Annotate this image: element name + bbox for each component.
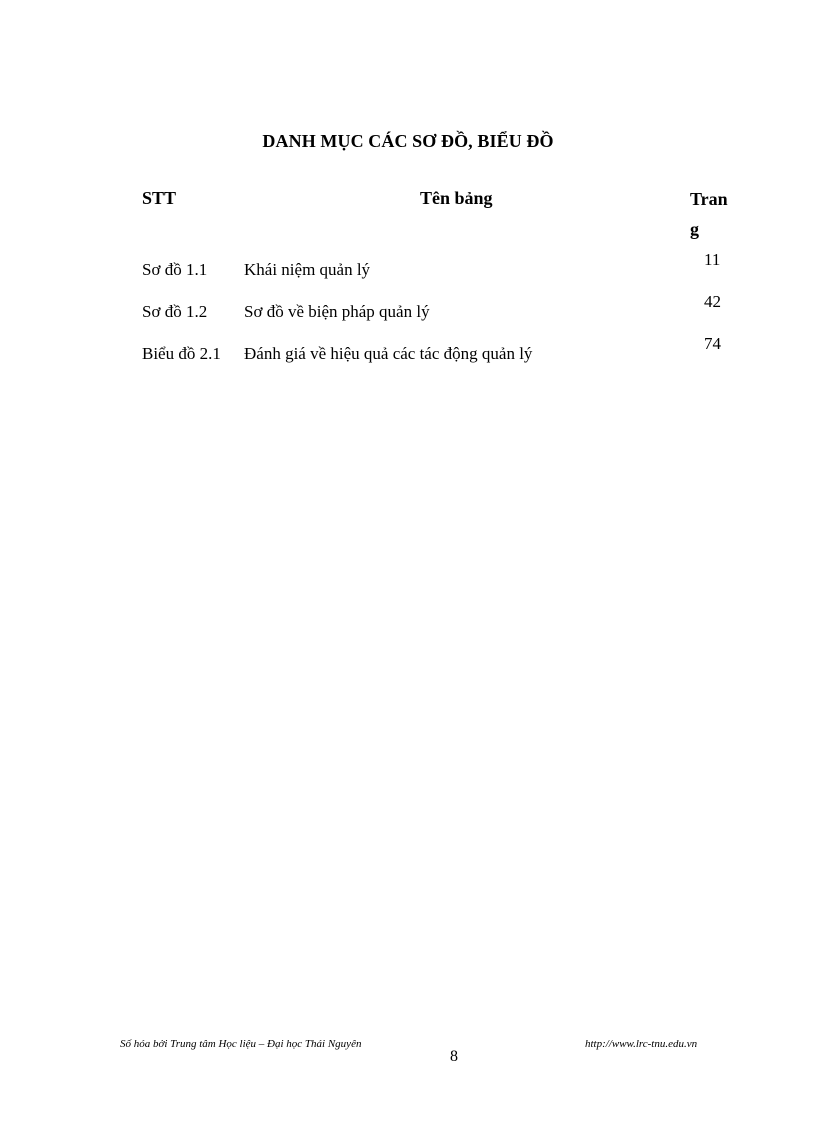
row-page: 42 xyxy=(704,292,721,311)
row-page: 74 xyxy=(704,334,721,353)
row-stt: Biểu đồ 2.1 xyxy=(142,344,221,363)
list-item xyxy=(142,334,742,374)
footer-source: Số hóa bởi Trung tâm Học liệu – Đại học Thái Nguyên xyxy=(120,1038,362,1050)
footer-url: http://www.lrc-tnu.edu.vn xyxy=(585,1038,698,1050)
list-item xyxy=(142,292,742,332)
header-page: Trang xyxy=(690,189,728,239)
row-stt: Sơ đồ 1.2 xyxy=(142,302,208,321)
page-title: DANH MỤC CÁC SƠ ĐỒ, BIỂU ĐỒ xyxy=(262,131,554,151)
list-item xyxy=(142,250,742,290)
row-name: Đánh giá về hiệu quả các tác động quản lý xyxy=(244,344,533,363)
row-name: Khái niệm quản lý xyxy=(244,260,371,279)
header-stt: STT xyxy=(142,188,177,208)
header-name: Tên bảng xyxy=(420,188,493,208)
row-name: Sơ đồ về biện pháp quản lý xyxy=(244,302,430,321)
row-page: 11 xyxy=(704,250,721,269)
row-stt: Sơ đồ 1.1 xyxy=(142,260,208,279)
page-number: 8 xyxy=(450,1048,458,1065)
